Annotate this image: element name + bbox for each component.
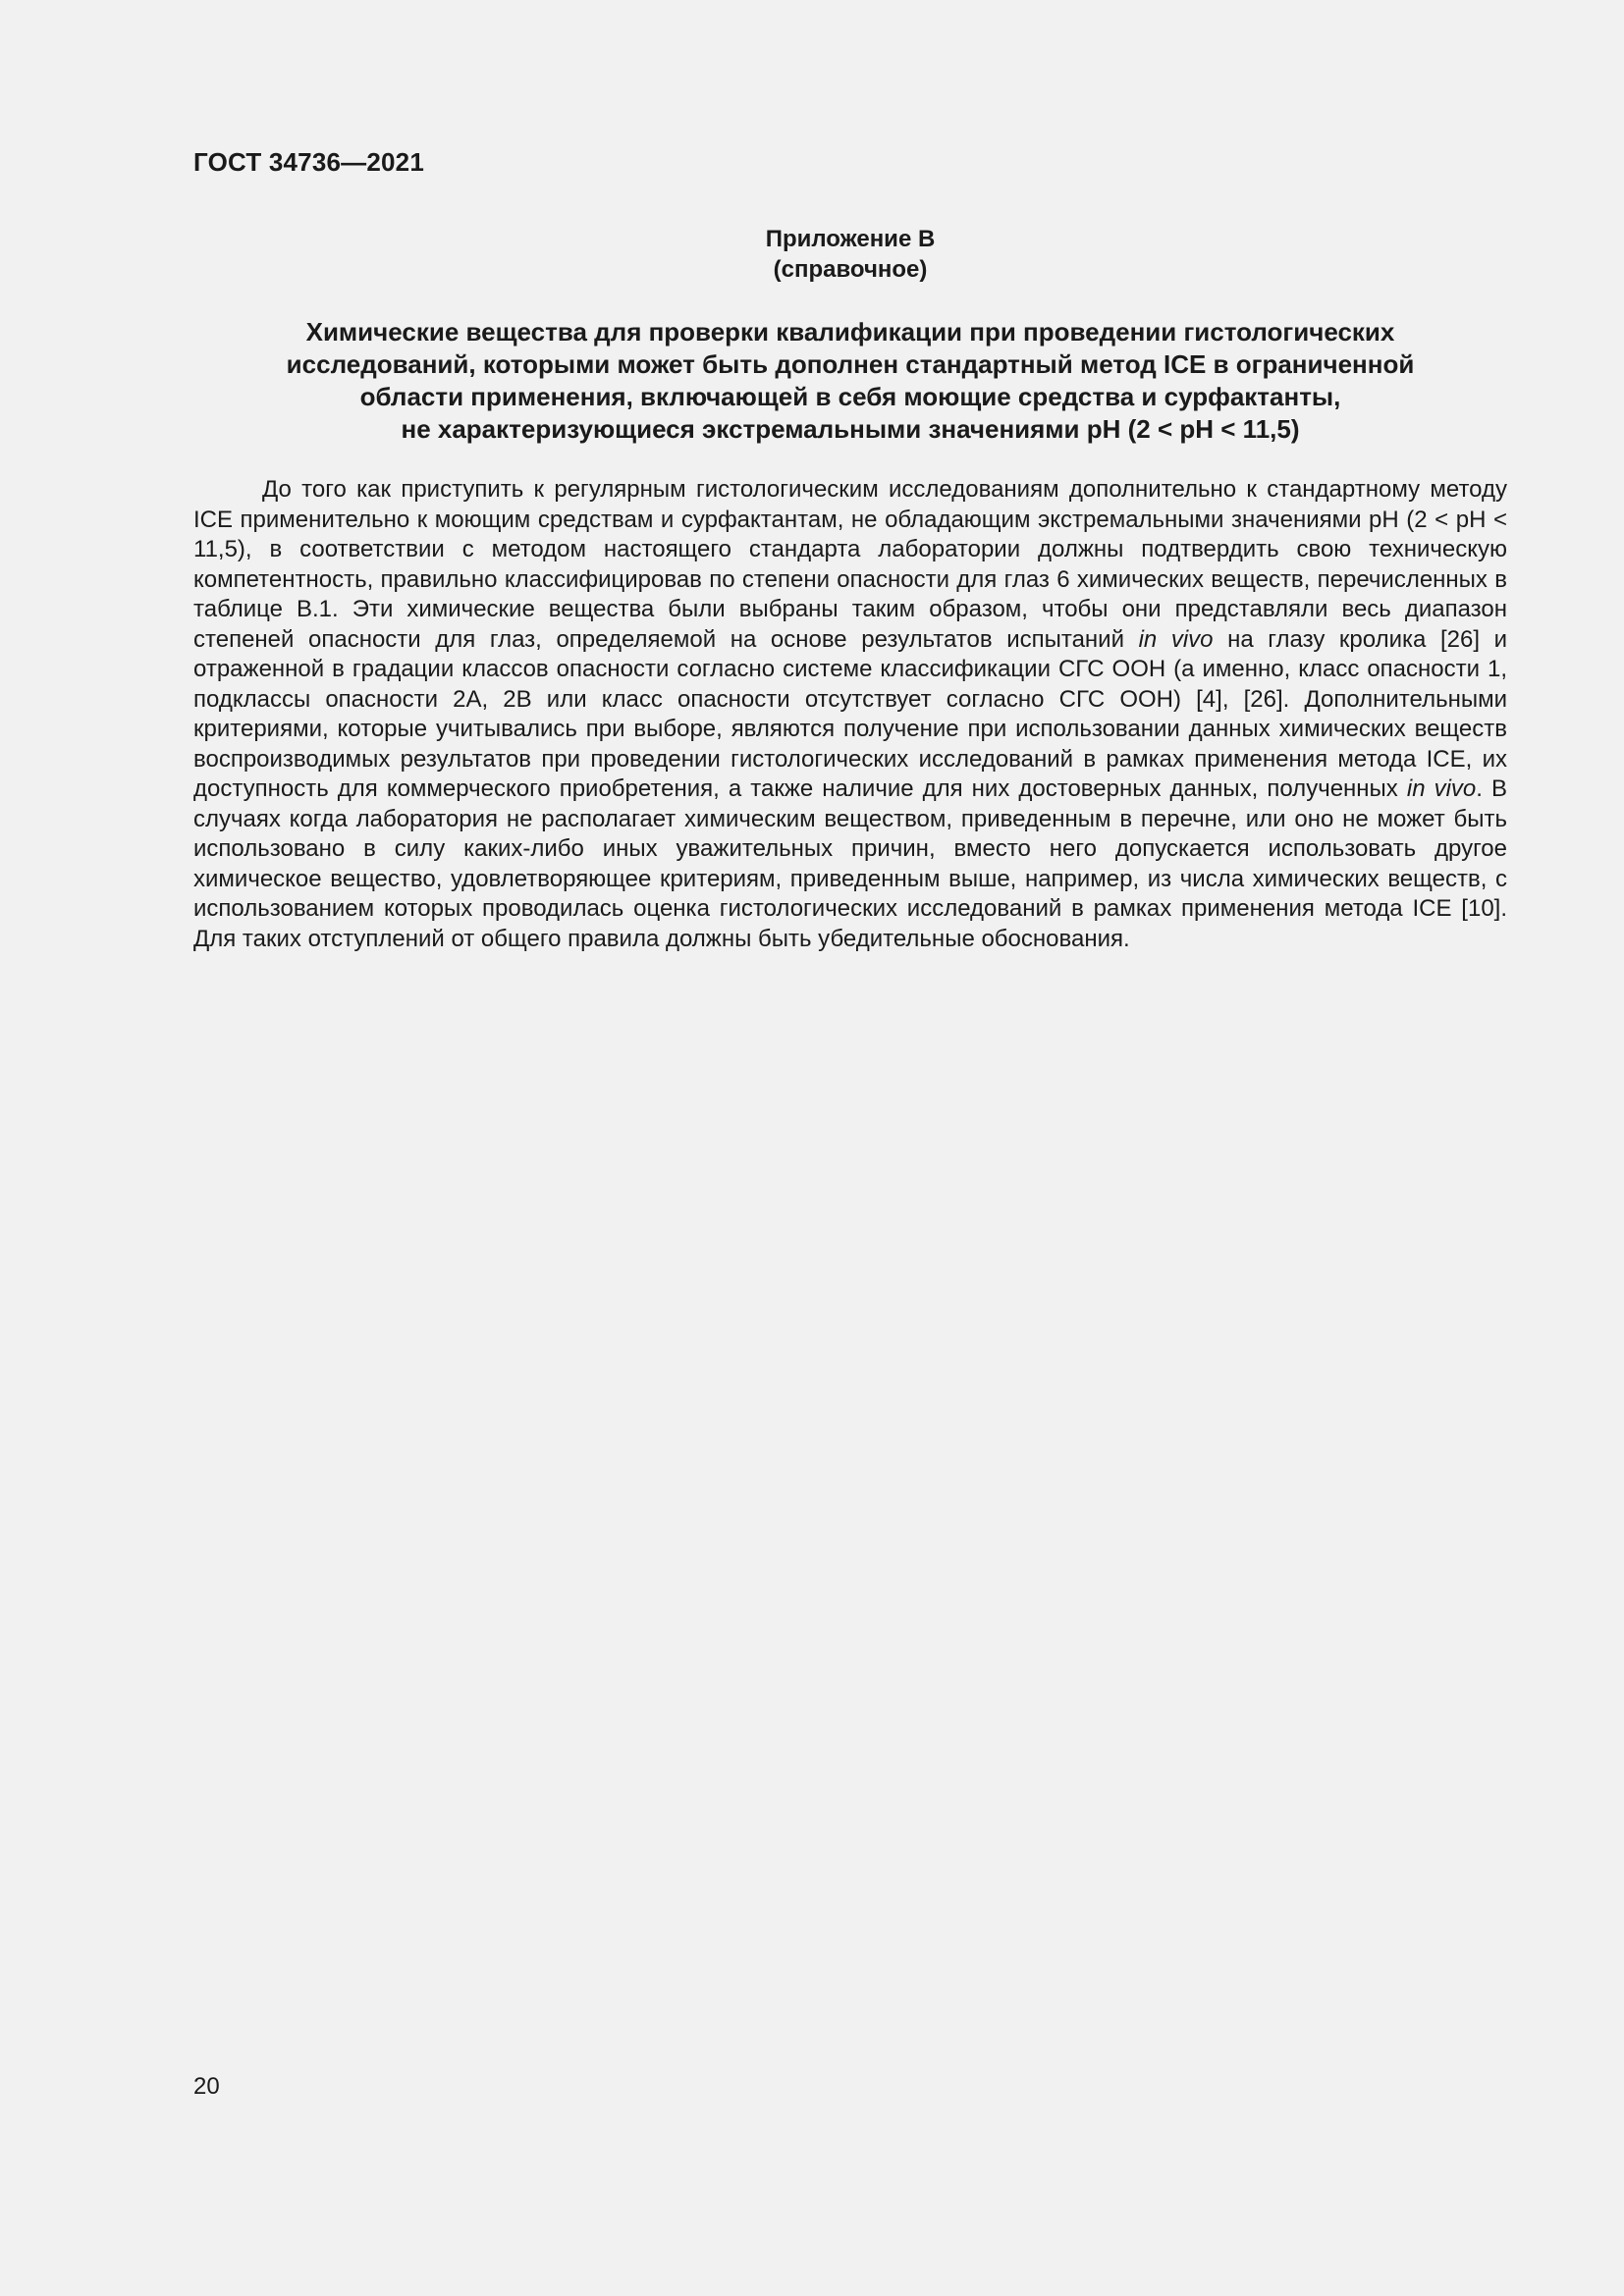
body-italic-term: in vivo — [1406, 775, 1477, 802]
body-text-segment: . В случаях когда лаборатория не располагает химическим веществом, приведенным в перечне, или оно не может быть использовано в силу каких-либо иных уважительных причин, вместо него допускается использовать другое химическое вещество, удовлетворяющее критериям, приведенным выше, например, из числа химических веществ, с использованием которых проводилась оценка гистологических исследований в рамках применения метода ICE [10]. Для таких отступлений от общего правила должны быть убедительные обоснования. — [193, 775, 1508, 952]
body-text-segment: на глазу кролика [26] и отраженной в градации классов опасности согласно системе классификации СГС ООН (а именно, класс опасности 1, подклассы опасности 2А, 2В или класс опасности отсутствует согласно СГС ООН) [4], [26]. Дополнительными критериями, которые учитывались при выборе, являются получение при использовании данных химических веществ воспроизводимых результатов при проведении гистологических исследований в рамках применения метода ICE, их доступность для коммерческого приобретения, а также наличие для них достоверных данных, полученных — [193, 625, 1507, 802]
appendix-title — [193, 316, 1507, 446]
appendix-type: (справочное) — [773, 256, 928, 283]
body-paragraph — [193, 475, 1507, 954]
title-line: Химические вещества для проверки квалификации при проведении гистологических — [305, 317, 1395, 347]
body-text-segment: До того как приступить к регулярным гистологическим исследованиям дополнительно к стандартному методу ICE применительно к моющим средствам и сурфактантам, не обладающим экстремальными значениями pH (2 < pH < 11,5), в соответствии с методом настоящего стандарта лаборатории должны подтвердить свою техническую компетентность, правильно классифицировав по степени опасности для глаз 6 химических веществ, перечисленных в таблице В.1. Эти химические вещества были выбраны таким образом, чтобы они представляли весь диапазон степеней опасности для глаз, определяемой на основе результатов испытаний — [193, 476, 1508, 653]
title-line: исследований, которыми может быть дополнен стандартный метод ICE в ограниченной — [286, 349, 1415, 379]
page-number: 20 — [193, 2073, 220, 2100]
appendix-label: Приложение В — [765, 226, 936, 252]
title-line: не характеризующиеся экстремальными значениями pH (2 < pH < 11,5) — [401, 414, 1300, 444]
document-id: ГОСТ 34736—2021 — [193, 147, 424, 177]
body-italic-term: in vivo — [1138, 625, 1214, 653]
title-line: области применения, включающей в себя моющие средства и сурфактанты, — [359, 382, 1341, 411]
appendix-heading — [193, 224, 1507, 285]
